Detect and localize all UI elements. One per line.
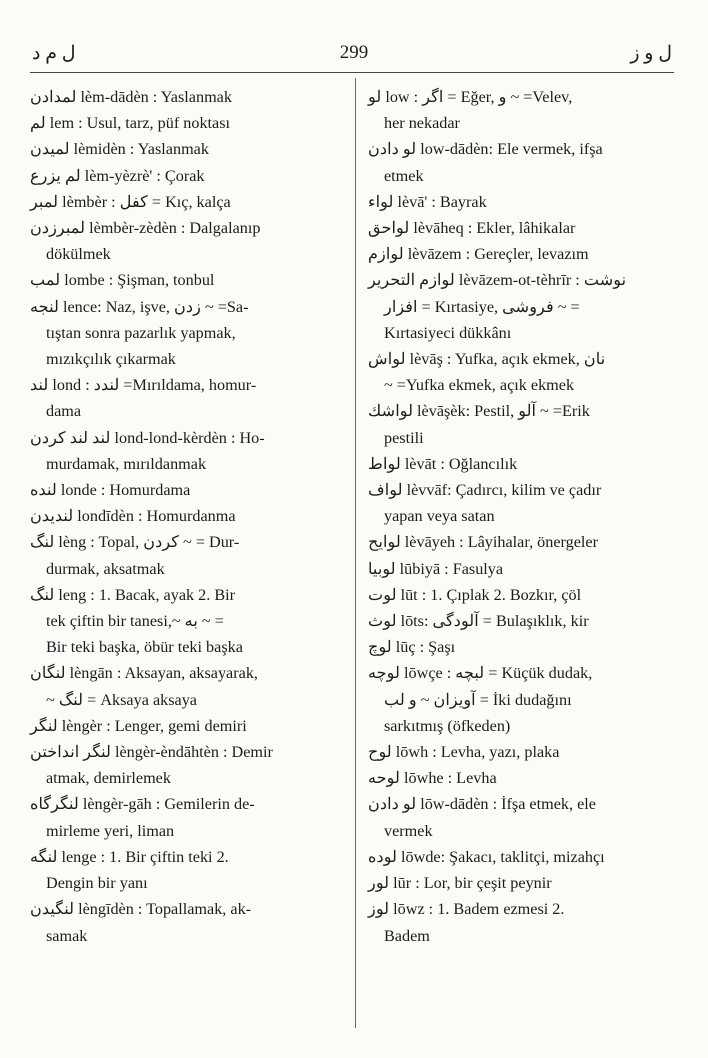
dictionary-entry (368, 896, 676, 948)
dictionary-entry (30, 425, 345, 477)
dictionary-entry (368, 529, 676, 555)
entry-headline: لميدن lèmidèn : Yaslanmak (30, 140, 209, 159)
entry-continuation: vermek (384, 821, 433, 840)
entry-headline: لنگ leng : 1. Bacak, ayak 2. Bir (30, 585, 236, 604)
entry-continuation: آويزان ~ و لب = İki dudağını (384, 690, 572, 709)
entry-continuation: her nekadar (384, 114, 460, 133)
dictionary-entry (368, 660, 676, 739)
entry-continuation: Dengin bir yanı (46, 874, 148, 893)
dictionary-entry (30, 163, 345, 189)
dictionary-entry (30, 267, 345, 293)
dictionary-entry (368, 84, 676, 136)
entry-headline: لم يزرع lèm-yèzrè' : Çorak (30, 166, 205, 185)
dictionary-entry (368, 477, 676, 529)
dictionary-entry (30, 84, 345, 110)
dictionary-entry (30, 477, 345, 503)
dictionary-entry (368, 346, 676, 398)
dictionary-entry (30, 110, 345, 136)
entry-headline: لوت lūt : 1. Çıplak 2. Bozkır, çöl (368, 585, 582, 604)
entry-continuation: murdamak, mırıldanmak (46, 454, 207, 473)
column-divider (355, 78, 356, 1028)
entry-continuation: pestili (384, 428, 424, 447)
entry-headline: لور lūr : Lor, bir çeşit peynir (368, 874, 552, 893)
entry-headline: لو دادن lōw-dādèn : İfşa etmek, ele (368, 795, 596, 814)
entry-continuation: mirleme yeri, liman (46, 821, 175, 840)
entry-continuation: mızıkçılık çıkarmak (46, 350, 176, 369)
entry-continuation: dökülmek (46, 245, 111, 264)
entry-headline: لوده lōwde: Şakacı, taklitçi, mizahçı (368, 847, 605, 866)
dictionary-entry (368, 215, 676, 241)
dictionary-entry (368, 870, 676, 896)
entry-headline: لواف lèvvāf: Çadırcı, kilim ve çadır (368, 481, 602, 500)
entry-headline: لند لند كردن lond-lond-kèrdèn : Ho- (30, 428, 265, 447)
header-left-letters: ل م د (32, 43, 76, 64)
dictionary-entry (30, 739, 345, 791)
entry-headline: لنديدن londīdèn : Homurdanma (30, 507, 236, 526)
dictionary-entry (30, 713, 345, 739)
entry-headline: لنگر lèngèr : Lenger, gemi demiri (30, 716, 247, 735)
entry-headline: لمب lombe : Şişman, tonbul (30, 271, 215, 290)
entry-headline: لنگرگاه lèngèr-gāh : Gemilerin de- (30, 795, 255, 814)
entry-headline: لمبرزدن lèmbèr-zèdèn : Dalgalanıp (30, 219, 261, 238)
entry-headline: لوث lōts: آلودگى = Bulaşıklık, kir (368, 612, 589, 631)
entry-headline: لمبر lèmbèr : كفل = Kıç, kalça (30, 192, 231, 211)
entry-headline: لند lond : لندد =Mırıldama, homur- (30, 376, 257, 395)
dictionary-entry (368, 765, 676, 791)
entry-continuation: ~ لنگ = Aksaya aksaya (46, 690, 197, 709)
entry-continuation: atmak, demirlemek (46, 769, 171, 788)
entry-headline: لوز lōwz : 1. Badem ezmesi 2. (368, 900, 565, 919)
entry-continuation: etmek (384, 166, 424, 185)
header-rule (30, 72, 674, 73)
dictionary-entry (30, 136, 345, 162)
dictionary-entry (30, 791, 345, 843)
dictionary-entry (368, 739, 676, 765)
entry-continuation: yapan veya satan (384, 507, 495, 526)
entry-headline: لواش lèvāş : Yufka, açık ekmek, نان (368, 350, 606, 369)
entry-continuation: ~ =Yufka ekmek, açık ekmek (384, 376, 575, 395)
dictionary-entry (30, 529, 345, 581)
entry-headline: لوازم lèvāzem : Gereçler, levazım (368, 245, 589, 264)
dictionary-entry (30, 896, 345, 948)
entry-headline: لوازم التحرير lèvāzem-ot-tèhrīr : نوشت (368, 271, 627, 290)
entry-continuation: durmak, aksatmak (46, 559, 165, 578)
entry-headline: لنگان lèngān : Aksayan, aksayarak, (30, 664, 258, 683)
entry-continuation: Badem (384, 926, 430, 945)
entry-headline: لواشك lèvāşèk: Pestil, آلو ~ =Erik (368, 402, 590, 421)
dictionary-entry (30, 372, 345, 424)
dictionary-entry (368, 398, 676, 450)
dictionary-entry (368, 634, 676, 660)
entry-headline: لوايح lèvāyeh : Lâyihalar, önergeler (368, 533, 599, 552)
dictionary-entry (30, 582, 345, 661)
page-number: 299 (339, 42, 369, 63)
entry-continuation: samak (46, 926, 88, 945)
page-header (0, 40, 708, 70)
dictionary-entry (368, 136, 676, 188)
dictionary-entry (368, 189, 676, 215)
entry-headline: لو دادن low-dādèn: Ele vermek, ifşa (368, 140, 603, 159)
entry-headline: لوح lōwh : Levha, yazı, plaka (368, 743, 560, 762)
entry-headline: لنگر انداختن lèngèr-èndāhtèn : Demir (30, 743, 273, 762)
dictionary-entry (368, 556, 676, 582)
dictionary-entry (30, 189, 345, 215)
dictionary-entry (368, 608, 676, 634)
dictionary-entry (368, 791, 676, 843)
entry-headline: لنجه lence: Naz, işve, زدن ~ =Sa- (30, 297, 249, 316)
dictionary-entry (368, 451, 676, 477)
entry-continuation: tek çiftin bir tanesi,~ به ~ = (46, 612, 224, 631)
dictionary-entry (368, 582, 676, 608)
dictionary-entry (30, 660, 345, 712)
dictionary-entry (368, 267, 676, 346)
entry-continuation: افزار = Kırtasiye, فروشی ~ = (384, 297, 580, 316)
dictionary-entry (368, 844, 676, 870)
dictionary-entry (30, 503, 345, 529)
entry-continuation: Kırtasiyeci dükkânı (384, 323, 512, 342)
entry-headline: لمدادن lèm-dādèn : Yaslanmak (30, 88, 232, 106)
dictionary-entry (368, 241, 676, 267)
entry-continuation: tıştan sonra pazarlık yapmak, (46, 323, 236, 342)
entry-continuation: Bir teki başka, öbür teki başka (46, 638, 243, 657)
entry-headline: لوچه lōwçe : لبچه = Küçük dudak, (368, 664, 593, 683)
left-column (30, 84, 345, 949)
entry-headline: لواء lèvā' : Bayrak (368, 192, 487, 211)
right-column (368, 84, 676, 949)
entry-headline: لنگيدن lèngīdèn : Topallamak, ak- (30, 900, 252, 919)
entry-headline: لو low : اگر = Eğer, و ~ =Velev, (368, 88, 573, 106)
dictionary-entry (30, 294, 345, 373)
entry-headline: لواحق lèvāheq : Ekler, lâhikalar (368, 219, 576, 238)
entry-headline: لوحه lōwhe : Levha (368, 769, 497, 788)
entry-headline: لنگ lèng : Topal, كردن ~ = Dur- (30, 533, 240, 552)
header-right-letters: ل و ز (630, 43, 672, 64)
dictionary-entry (30, 844, 345, 896)
dictionary-entry (30, 215, 345, 267)
entry-headline: لوبيا lūbiyā : Fasulya (368, 559, 504, 578)
entry-headline: لنده londe : Homurdama (30, 481, 191, 500)
entry-headline: لم lem : Usul, tarz, püf noktası (30, 114, 231, 133)
entry-continuation: dama (46, 402, 82, 421)
entry-continuation: sarkıtmış (öfkeden) (384, 716, 511, 735)
entry-headline: لوچ lūç : Şaşı (368, 638, 456, 657)
entry-headline: لنگه lenge : 1. Bir çiftin teki 2. (30, 847, 229, 866)
entry-headline: لواط lèvāt : Oğlancılık (368, 454, 518, 473)
